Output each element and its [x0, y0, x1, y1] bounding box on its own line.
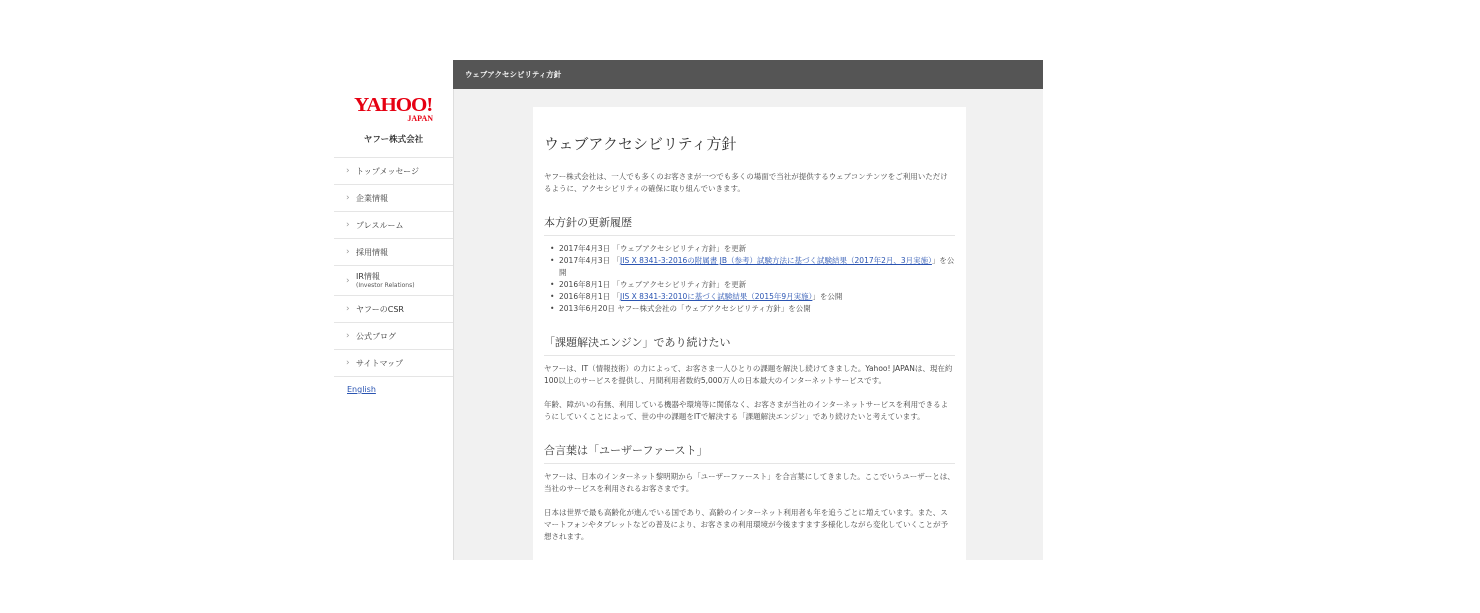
sidebar-item-blog[interactable] [334, 323, 453, 350]
sidebar-item-company-info[interactable] [334, 185, 453, 212]
history-text: 2013年6月20日 ヤフー株式会社の「ウェブアクセシビリティ方針」を公開 [559, 304, 811, 313]
company-name: ヤフー株式会社 [334, 128, 453, 158]
sidebar-item-label: プレスルーム [356, 220, 404, 230]
history-text: 2016年8月1日 「ウェブアクセシビリティ方針」を更新 [559, 280, 747, 289]
history-text: 2017年4月3日 「ウェブアクセシビリティ方針」を更新 [559, 244, 747, 253]
sidebar-item-label: ヤフーのCSR [356, 304, 404, 314]
test-results-2017-link[interactable]: JIS X 8341-3:2016の附属書 JB（参考）試験方法に基づく試験結果（2017年2月、3月実施） [620, 256, 932, 265]
list-item [550, 303, 955, 315]
list-item [550, 243, 955, 255]
history-heading: 本方針の更新履歴 [544, 214, 955, 236]
sidebar-item-label: 採用情報 [356, 247, 388, 257]
sidebar-item-press-room[interactable] [334, 212, 453, 239]
sidebar-item-label: IR情報 [356, 271, 380, 281]
sidebar-item-recruit[interactable] [334, 239, 453, 266]
section-heading-problem-solving: 「課題解決エンジン」であり続けたい [544, 334, 955, 356]
page-header-bar: ウェブアクセシビリティ方針 [453, 60, 1043, 89]
history-text: 2016年8月1日 「 [559, 292, 621, 301]
intro-paragraph: ヤフー株式会社は、一人でも多くのお客さまが一つでも多くの場面で当社が提供するウェブコンテンツをご利用いただけるように、アクセシビリティの確保に取り組んでいきます。 [544, 172, 948, 193]
history-text: 2017年4月3日 「 [559, 256, 621, 265]
sidebar-item-sitemap[interactable] [334, 350, 453, 377]
logo-subtext: JAPAN [407, 114, 433, 123]
sidebar-item-ir[interactable] [334, 266, 453, 296]
sidebar-item-label: サイトマップ [356, 358, 404, 368]
chevron-right-icon: › [346, 247, 350, 257]
section-heading-user-first: 合言葉は「ユーザーファースト」 [544, 442, 955, 464]
section-paragraph: 日本は世界で最も高齢化が進んでいる国であり、高齢のインターネット利用者も年を追うごとに増えています。また、スマートフォンやタブレットなどの普及により、お客さまの利用環境が今後ますます多様化しながら変化していくことが予想されます。 [544, 508, 949, 541]
sidebar [334, 90, 453, 394]
chevron-right-icon: › [346, 166, 350, 176]
content-panel [533, 107, 966, 560]
sidebar-item-top-message[interactable] [334, 158, 453, 185]
test-results-2015-link[interactable]: JIS X 8341-3:2010に基づく試験結果（2015年9月実施） [620, 292, 813, 301]
list-item [550, 255, 955, 279]
chevron-right-icon: › [346, 304, 350, 314]
chevron-right-icon: › [346, 220, 350, 230]
chevron-right-icon: › [346, 193, 350, 203]
chevron-right-icon: › [346, 331, 350, 341]
history-list [550, 243, 955, 315]
sidebar-item-csr[interactable] [334, 296, 453, 323]
section-paragraph: ヤフーは、日本のインターネット黎明期から「ユーザーファースト」を合言葉にしてきました。ここでいうユーザーとは、当社のサービスを利用されるお客さまです。 [544, 472, 955, 493]
sidebar-item-label: 企業情報 [356, 193, 388, 203]
chevron-right-icon: › [346, 275, 350, 286]
english-link[interactable]: English [347, 385, 376, 394]
history-text: 」を公開 [812, 292, 843, 301]
sidebar-item-label: 公式ブログ [356, 331, 396, 341]
page-title: ウェブアクセシビリティ方針 [544, 135, 737, 153]
main-area [453, 89, 1043, 560]
sidebar-item-label: トップメッセージ [356, 166, 419, 176]
history-text: 」を公開 [559, 256, 955, 277]
list-item [550, 279, 955, 291]
sidebar-item-sublabel: (Investor Relations) [356, 281, 415, 289]
sidebar-item-label-group [356, 272, 415, 290]
logo-text: YAHOO! [354, 94, 433, 116]
chevron-right-icon: › [346, 358, 350, 368]
list-item [550, 291, 955, 303]
yahoo-japan-logo[interactable] [334, 90, 453, 128]
section-paragraph: ヤフーは、IT（情報技術）の力によって、お客さま一人ひとりの課題を解決し続けてきました。Yahoo! JAPANは、現在約100以上のサービスを提供し、月間利用者数約5,000万人の日本最大のインターネットサービスです。 [544, 364, 953, 385]
section-paragraph: 年齢、障がいの有無、利用している機器や環境等に関係なく、お客さまが当社のインターネットサービスを利用できるようにしていくことによって、世の中の課題をITで解決する「課題解決エンジン」であり続けたいと考えています。 [544, 400, 949, 421]
